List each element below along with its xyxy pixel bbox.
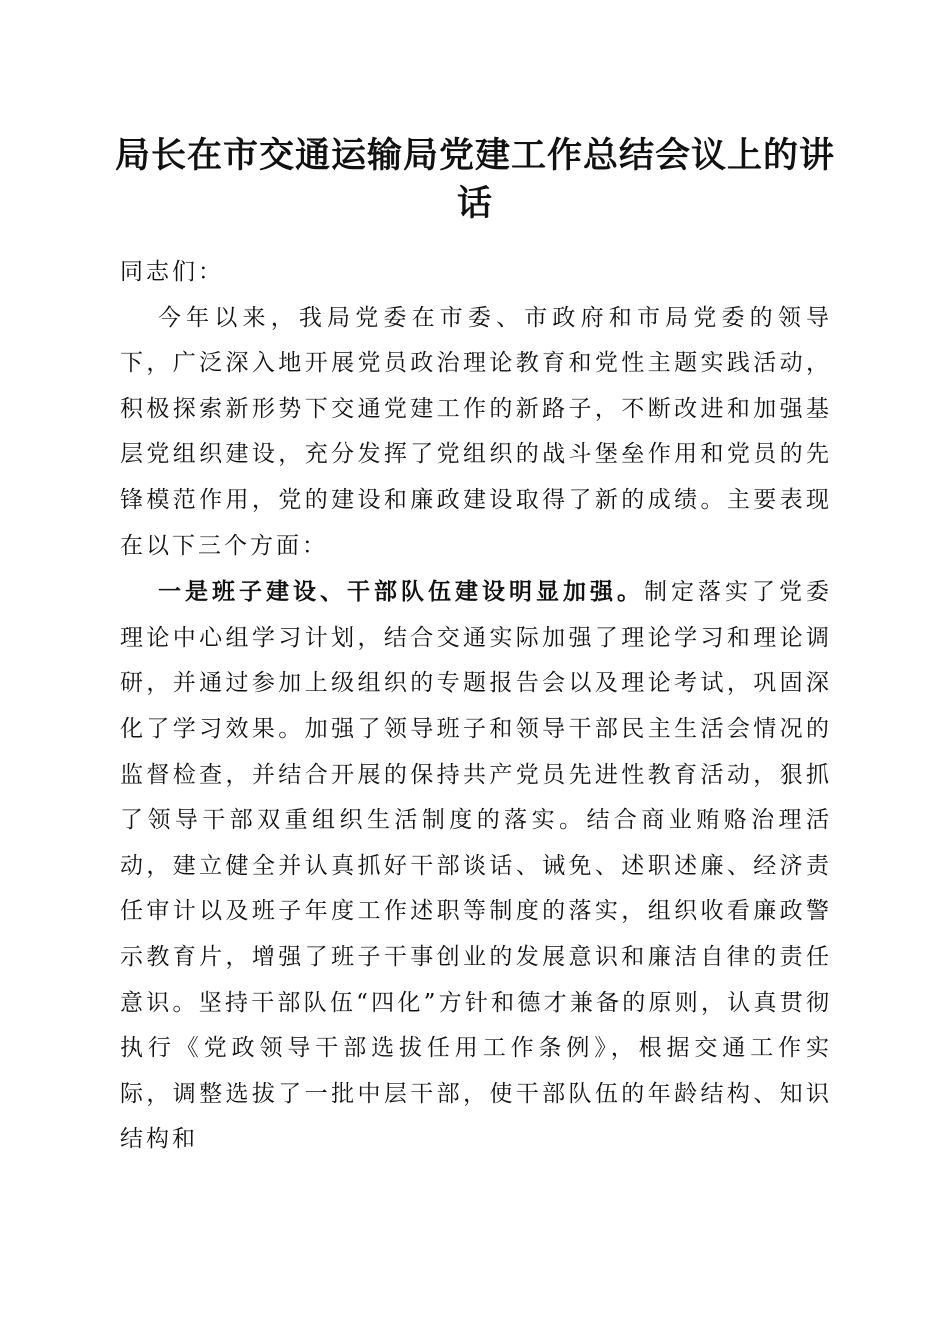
- paragraph-point-one: [120, 569, 832, 1163]
- paragraph-intro: [120, 296, 832, 570]
- paragraph-intro-text: 今年以来，我局党委在市委、市政府和市局党委的领导下，广泛深入地开展党员政治理论教育和党性主题实践活动，积极探索新形势下交通党建工作的新路子，不断改进和加强基层党组织建设，充分发挥了党组织的战斗堡垒作用和党员的先锋模范作用，党的建设和廉政建设取得了新的成绩。主要表现在以下三个方面：: [120, 304, 832, 559]
- paragraph-point-one-lead: 一是班子建设、干部队伍建设明显加强。: [158, 578, 644, 606]
- document-body: [120, 250, 832, 1163]
- document-title: 局长在市交通运输局党建工作总结会议上的讲话: [114, 135, 835, 224]
- paragraph-point-one-text: 制定落实了党委理论中心组学习计划，结合交通实际加强了理论学习和理论调研，并通过参加上级组织的专题报告会以及理论考试，巩固深化了学习效果。加强了领导班子和领导干部民主生活会情况的监督检查，并结合开展的保持共产党员先进性教育活动，狠抓了领导干部双重组织生活制度的落实。结合商业贿赂治理活动，建立健全并认真抓好干部谈话、诫免、述职述廉、经济责任审计以及班子年度工作述职等制度的落实，组织收看廉政警示教育片，增强了班子干事创业的发展意识和廉洁自律的责任意识。坚持干部队伍“四化”方针和德才兼备的原则，认真贯彻执行《党政领导干部选拔任用工作条例》，根据交通工作实际，调整选拔了一批中层干部，使干部队伍的年龄结构、知识结构和: [120, 579, 832, 1153]
- greeting: 同志们：: [120, 259, 224, 285]
